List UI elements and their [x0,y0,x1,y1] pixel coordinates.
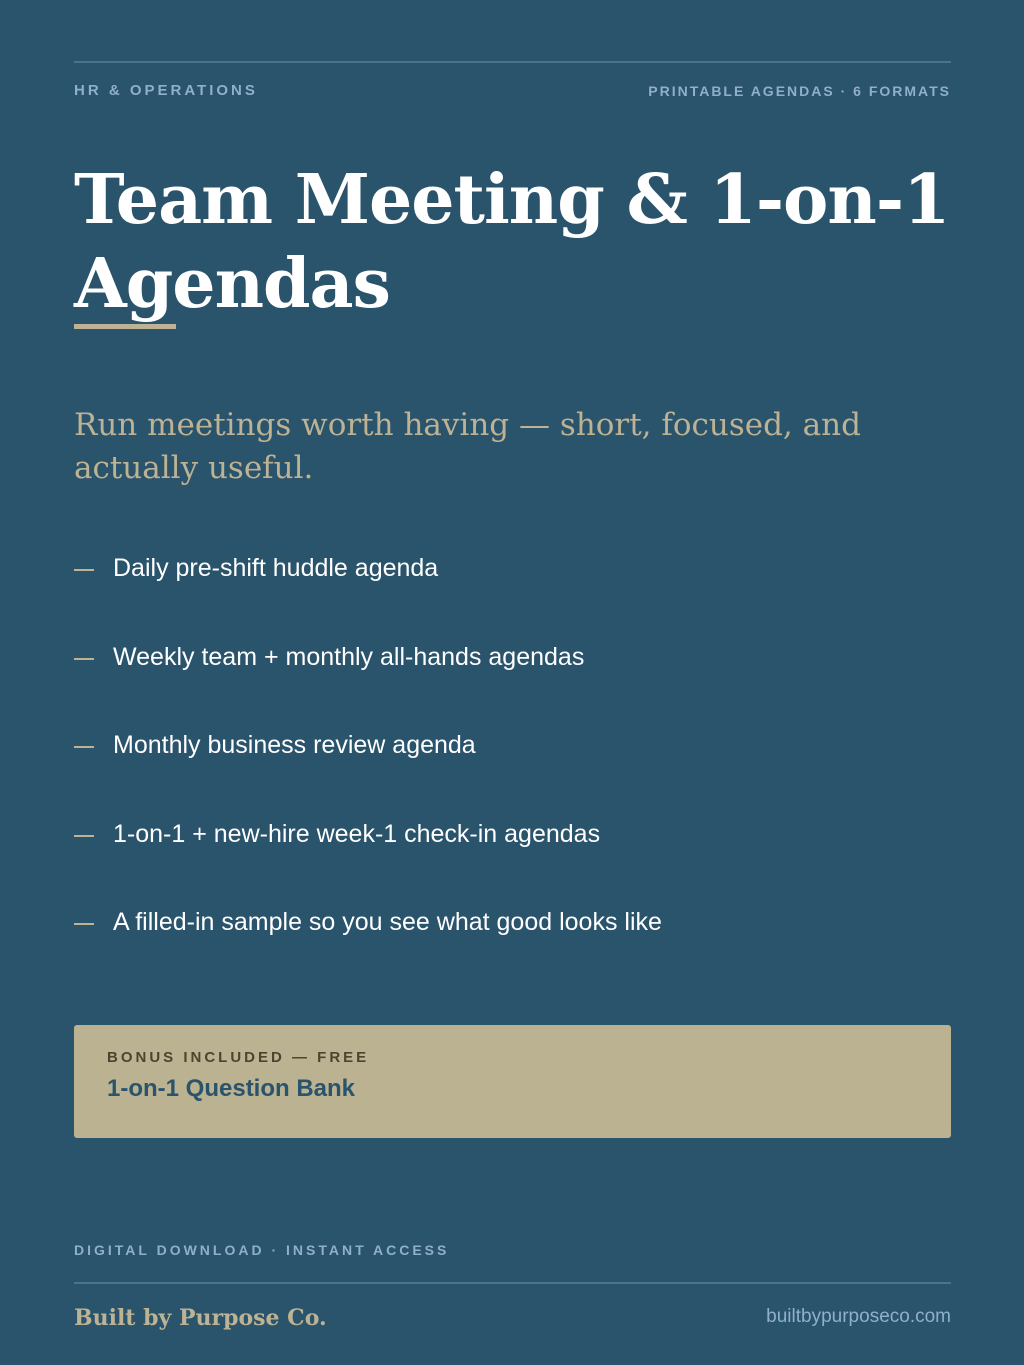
bottom-divider [74,1282,951,1284]
feature-list [74,548,951,991]
delivery-note: DIGITAL DOWNLOAD · INSTANT ACCESS [74,1242,450,1258]
feature-item [74,637,951,726]
bonus-label: BONUS INCLUDED — FREE [107,1049,370,1066]
feature-item [74,725,951,814]
dash-icon [74,658,94,660]
feature-text: A filled-in sample so you see what good looks like [113,908,662,936]
subtitle: Run meetings worth having — short, focused, and actually useful. [74,407,861,486]
bonus-title: 1-on-1 Question Bank [107,1075,356,1102]
feature-text: Daily pre-shift huddle agenda [113,554,439,582]
page-title: Team Meeting & 1-on-1 Agendas [74,160,950,324]
format-note: PRINTABLE AGENDAS · 6 FORMATS [648,83,951,99]
top-divider [74,61,951,63]
brand-name: Built by Purpose Co. [74,1305,327,1331]
dash-icon [74,923,94,925]
feature-item [74,902,951,991]
dash-icon [74,746,94,748]
product-cover [74,0,951,1365]
feature-text: 1-on-1 + new-hire week-1 check-in agendas [113,819,601,848]
bonus-box [74,1025,951,1138]
dash-icon [74,569,94,571]
category-label: HR & OPERATIONS [74,82,258,99]
feature-item [74,548,951,637]
feature-text: Monthly business review agenda [113,731,476,759]
feature-item [74,814,951,903]
title-accent-bar [74,324,176,329]
website-url: builtbypurposeco.com [766,1306,951,1327]
feature-text: Weekly team + monthly all-hands agendas [113,642,585,671]
dash-icon [74,835,94,837]
